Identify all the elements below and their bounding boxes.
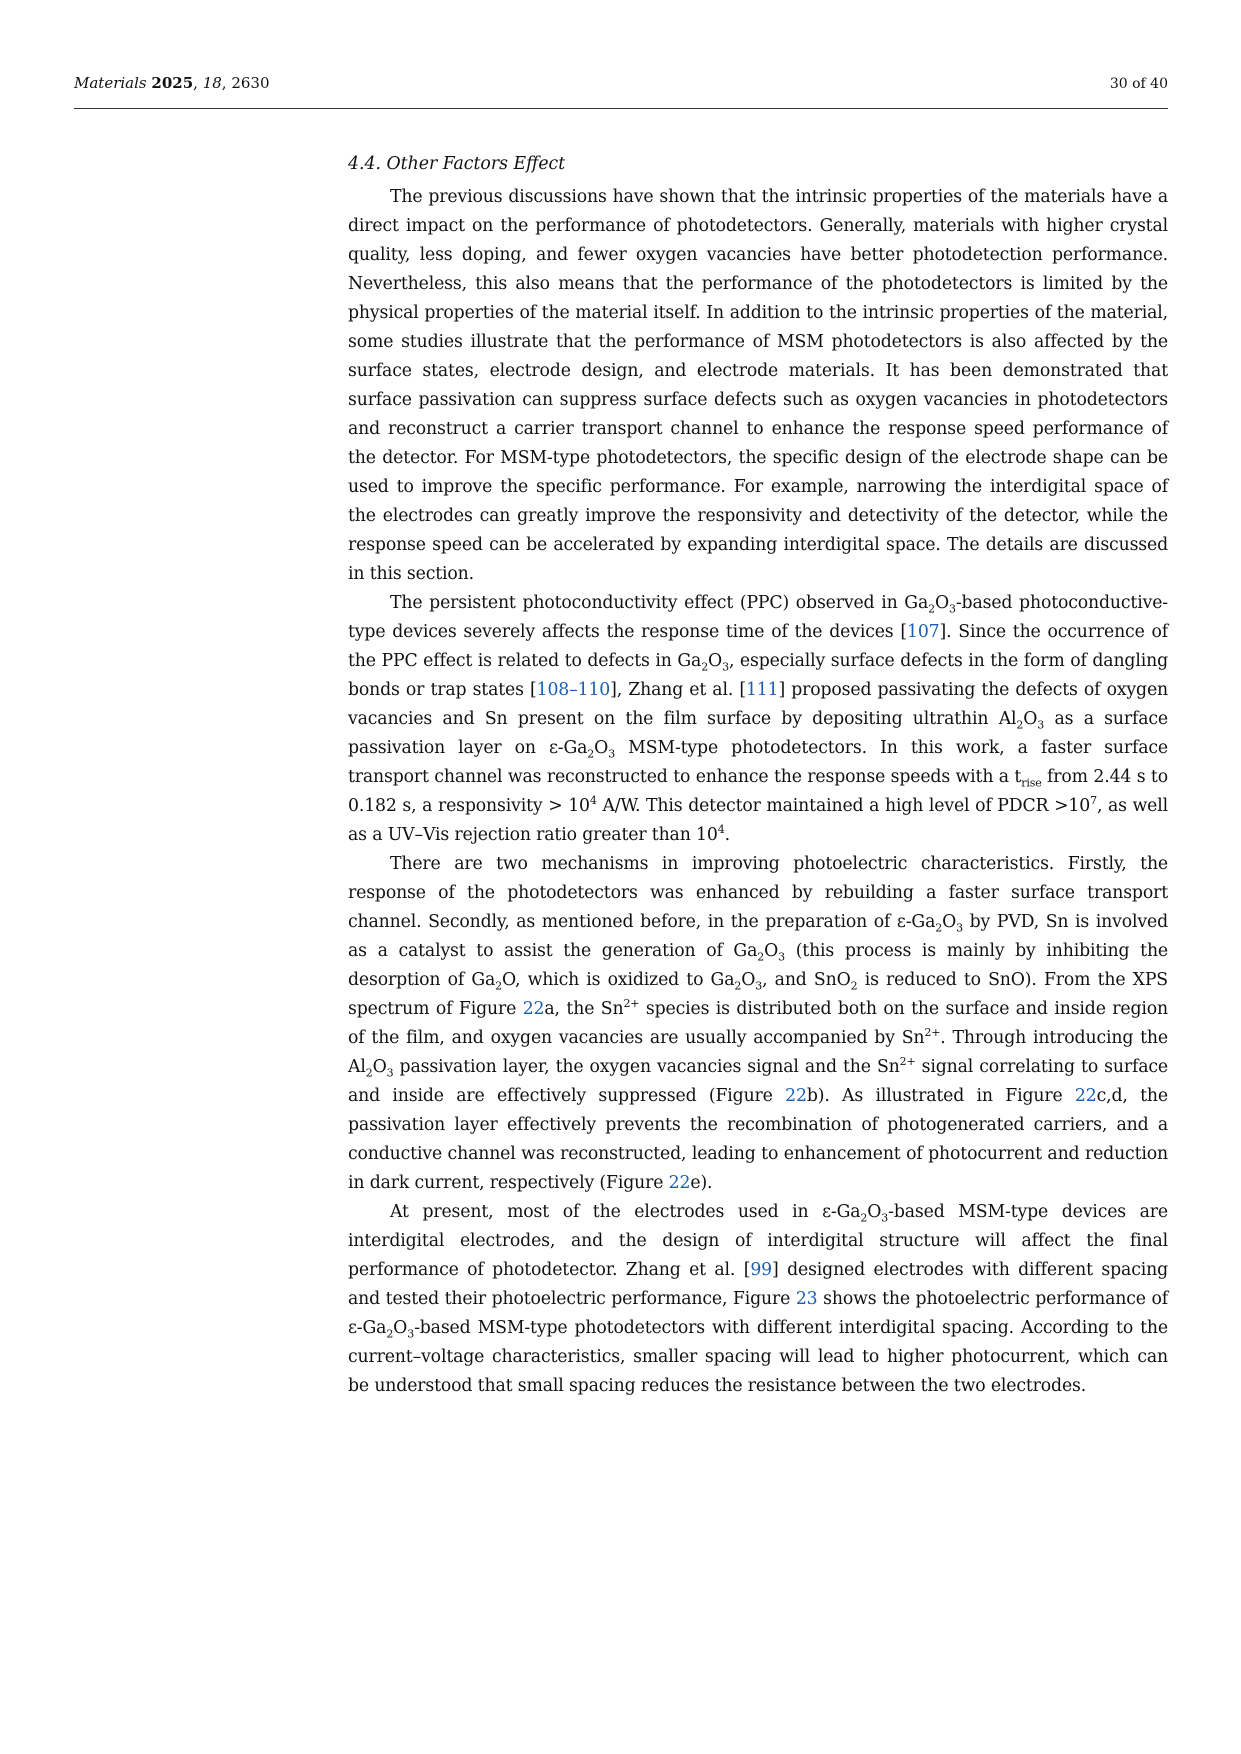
paragraph-1: The previous discussions have shown that the intrinsic properties of the materials have a direct impact on the performance of photodetectors. Generally, materials with higher crystal quality, less doping, and fewer oxygen vacancies have better photodetection performance. Nevertheless, this also means that the performance of the photodetectors is limited by the physical properties of the material itself. In addition to the intrinsic properties of the material, some studies illustrate that the performance of MSM photodetectors is also affected by the surface states, electrode design, and electrode materials. It has been demonstrated that surface passivation can suppress surface defects such as oxygen vacancies in photodetectors and reconstruct a carrier transport channel to enhance the response speed performance of the detector. For MSM-type photodetectors, the specific design of the electrode shape can be used to improve the specific performance. For example, narrowing the interdigital space of the electrodes can greatly improve the responsivity and detectivity of the detector, while the response speed can be accelerated by expanding interdigital space. The details are discussed in this section. [348,187,1168,584]
figure-link-22[interactable]: 22 [785,1086,807,1106]
paragraph-4: At present, most of the electrodes used in $\varepsilon-Ga_2O_3$-based MSM-type devices are interdigital electrodes, and the design of interdigital structure will affect the final performance of photodetector. Zhang et al. [99] designed electrodes with different spacing and tested their photoelectric performance, Figure 23 shows the photoelectric performance of $\varepsilon-Ga_2O_3$-based MSM-type photodetectors with different interdigital spacing. According to the current–voltage characteristics, smaller spacing will lead to higher photocurrent, which can be understood that small spacing reduces the resistance between the two electrodes. [348,1202,1168,1396]
text: c,d, the passivation layer effectively prevents the recombination of photogenerated carriers, and a conductive channel was reconstructed, leading to enhancement of photocurrent and reduction in dark current, respectively (Figure [348,1086,1168,1193]
text: ], Zhang et al. [ [610,680,746,700]
subscript: 2 [734,979,742,993]
subscript: 3 [608,747,616,761]
subscript: 2 [935,921,943,935]
subscript: 2 [365,1066,373,1080]
subscript: 3 [722,660,729,674]
superscript: 2+ [924,1026,941,1040]
figure-link-22[interactable]: 22 [668,1173,691,1193]
text: There are two mechanisms in improving photoelectric characteristics. Firstly, the response of the photodetectors was enhanced by rebuilding a faster surface transport channel. Secondly, as mentioned before, in the preparation of ε-Ga [348,854,1168,932]
superscript: 7 [1090,794,1097,808]
text: ]. Since the occurrence of the PPC effect is related to defects in Ga [348,622,1168,671]
text: from 2.44 s to 0.182 s, a responsivity > 10 [348,767,1168,816]
text: (this process is mainly by inhibiting the desorption of Ga [348,941,1168,990]
subscript: rise [1021,776,1042,790]
superscript: 4 [717,823,725,837]
text: e). [690,1173,713,1193]
superscript: 4 [589,794,597,808]
page-header [74,70,1168,109]
text: b). As illustrated in Figure [806,1086,1075,1106]
subscript: 3 [949,602,956,616]
journal-citation: Materials 2025, 18, 2630 [74,74,270,92]
section-title: 4.4. Other Factors Effect [348,154,566,174]
subscript: 2 [850,979,858,993]
subscript: 3 [778,950,785,964]
subscript: 3 [755,979,763,993]
journal-year: 2025 [151,74,194,92]
subscript: 3 [407,1327,415,1341]
journal-volume: 18 [202,74,222,92]
ref-link-99[interactable]: 99 [750,1260,773,1280]
text: ] designed electrodes with different spacing and tested their photoelectric performance, Figure [348,1260,1168,1309]
paragraph-2: The persistent photoconductivity effect (PPC) observed in $Ga_2O_3$-based photoconductive-type devices severely affects the response time of the devices [107]. Since the occurrence of the PPC effect is related to defects in $Ga_2O_3$, especially surface defects in the form of dangling bonds or trap states [108–110], Zhang et al. [111] proposed passivating the defects of oxygen vacancies and Sn present on the film surface by depositing ultrathin $Al_2O_3$ as a surface passivation layer on $\varepsilon-Ga_2O_3$ MSM-type photodetectors. In this work, a faster surface transport channel was reconstructed to enhance the response speeds with a $t_{rise}$ from 2.44 s to 0.182 s, a responsivity > $10^4$ A/W. This detector maintained a high level of PDCR $>10^7$, as well as a UV–Vis rejection ratio greater than $10^4$. [348,593,1169,845]
subscript: 2 [860,1211,868,1225]
text: -based photoconductive-type devices severely affects the response time of the devices [ [348,593,1168,642]
text: . [724,825,730,845]
subscript: 3 [881,1211,889,1225]
main-content [348,150,1168,1401]
page-number: 30 of 40 [1109,76,1168,92]
subscript: 3 [956,921,963,935]
subscript: 2 [701,660,709,674]
text: , as well as a UV–Vis rejection ratio greater than 10 [348,796,1169,845]
text: A/W. This detector maintained a high level of PDCR >10 [596,796,1091,816]
subscript: 2 [757,950,765,964]
superscript: 2+ [899,1055,916,1069]
text: ] proposed passivating the defects of oxygen vacancies and Sn present on the film surface by depositing ultrathin Al [348,680,1169,729]
ref-link-108-110[interactable]: 108–110 [536,680,611,700]
subscript: 3 [1037,718,1045,732]
text: a, the Sn [544,999,624,1019]
figure-link-22[interactable]: 22 [522,999,545,1019]
subscript: 2 [928,602,935,616]
text: At present, most of the electrodes used in ε-Ga [390,1202,861,1222]
text: signal correlating to surface and inside are effectively suppressed (Figure [348,1057,1168,1106]
figure-link-22[interactable]: 22 [1074,1086,1097,1106]
text: passivation layer, the oxygen vacancies signal and the Sn [393,1057,900,1077]
text: -based MSM-type photodetectors with different interdigital spacing. According to the current–voltage characteristics, smaller spacing will lead to higher photocurrent, which can be understood that small spacing reduces the resistance between the two electrodes. [348,1318,1168,1396]
journal-name: Materials [74,74,147,92]
paragraph-3: There are two mechanisms in improving photoelectric characteristics. Firstly, the response of the photodetectors was enhanced by rebuilding a faster surface transport channel. Secondly, as mentioned before, in the preparation of $\varepsilon-Ga_2O_3$ by PVD, Sn is involved as a catalyst to assist the generation of $Ga_2O_3$ (this process is mainly by inhibiting the desorption of $Ga_2O$, which is oxidized to $Ga_2O_3$, and SnO$_2$ is reduced to SnO). From the XPS spectrum of Figure 22a, the $Sn^{2+}$ species is distributed both on the surface and inside region of the film, and oxygen vacancies are usually accompanied by $Sn^{2+}$. Through introducing the $Al_2O_3$ passivation layer, the oxygen vacancies signal and the $Sn^{2+}$ signal correlating to surface and inside are effectively suppressed (Figure 22b). As illustrated in Figure 22c,d, the passivation layer effectively prevents the recombination of photogenerated carriers, and a conductive channel was reconstructed, leading to enhancement of photocurrent and reduction in dark current, respectively (Figure 22e). [348,854,1169,1193]
text: by PVD, Sn is involved as a catalyst to assist the generation of Ga [348,912,1168,961]
text: O, which is oxidized to Ga [502,970,735,990]
text: MSM-type photodetectors. In this work, a faster surface transport channel was reconstructed to enhance the response speeds with a t [348,738,1168,787]
text: -based MSM-type devices are interdigital electrodes, and the design of interdigital structure will affect the final performance of photodetector. Zhang et al. [ [348,1202,1168,1280]
superscript: 2+ [623,997,640,1011]
text: . Through introducing the Al [348,1028,1168,1077]
text: as a surface passivation layer on ε-Ga [348,709,1168,758]
figure-link-23[interactable]: 23 [795,1289,818,1309]
subscript: 2 [1016,718,1024,732]
text: is reduced to SnO). From the XPS spectrum of Figure [348,970,1168,1019]
text: , and SnO [762,970,851,990]
ref-link-107[interactable]: 107 [906,622,940,642]
article-number: 2630 [231,74,270,92]
subscript: 2 [386,1327,394,1341]
subscript: 3 [386,1066,394,1080]
subscript: 2 [587,747,595,761]
text: The persistent photoconductivity effect (PPC) observed in Ga [390,593,929,613]
text: shows the photoelectric performance of ε-Ga [348,1289,1168,1338]
subscript: 2 [495,979,502,993]
text: species is distributed both on the surface and inside region of the film, and oxygen vacancies are usually accompanied by Sn [348,999,1169,1048]
text: , especially surface defects in the form of dangling bonds or trap states [ [348,651,1168,700]
ref-link-111[interactable]: 111 [745,680,779,700]
